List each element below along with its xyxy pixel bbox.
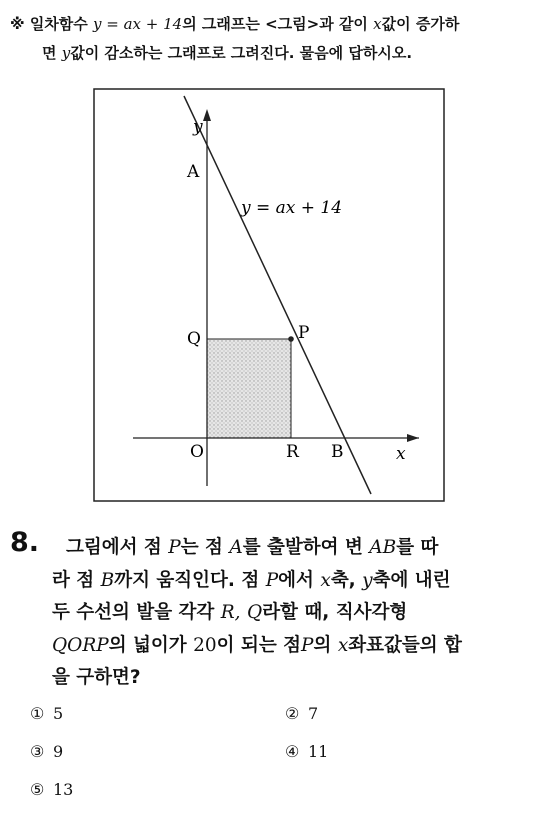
question-number: 8. — [10, 527, 40, 558]
intro-line-2: 면 y값이 감소하는 그래프로 그려진다. 물음에 답하시오. — [42, 44, 413, 62]
choice-5-value: 13 — [53, 780, 74, 799]
question-line-1: 그림에서 점 P는 점 A를 출발하여 변 AB를 따 — [66, 537, 439, 558]
label-B: B — [331, 442, 344, 462]
label-O: O — [190, 442, 204, 462]
choice-4-mark: ④ — [285, 742, 300, 761]
point-P-dot — [288, 336, 294, 342]
choice-3[interactable] — [30, 742, 63, 761]
label-x: x — [396, 444, 406, 464]
choice-4-value: 11 — [308, 742, 329, 761]
question-line-4: QORP의 넓이가 20이 되는 점P의 x좌표값들의 합 — [52, 634, 462, 656]
function-expression: y = ax + 14 — [93, 15, 183, 33]
choice-2-value: 7 — [308, 704, 319, 723]
label-A: A — [187, 162, 200, 182]
choice-5[interactable] — [30, 780, 73, 799]
graph-svg — [93, 88, 445, 502]
question-line-3: 두 수선의 발을 각각 R, Q라할 때, 직사각형 — [52, 602, 408, 623]
label-y: y — [193, 117, 203, 137]
choice-4[interactable] — [285, 742, 328, 761]
question-line-5: 을 구하면? — [52, 667, 141, 688]
intro-instructions — [10, 10, 550, 68]
graph-figure — [93, 88, 445, 502]
choice-2-mark: ② — [285, 704, 300, 723]
rectangle-QORP — [207, 339, 291, 438]
choice-3-value: 9 — [53, 742, 64, 761]
note-mark: ※ — [10, 15, 25, 33]
choice-1-value: 5 — [53, 704, 64, 723]
label-Q: Q — [187, 329, 201, 349]
question-text — [52, 532, 542, 695]
intro-line-1: ※ 일차함수 y = ax + 14의 그래프는 <그림>과 같이 x값이 증가하 — [10, 15, 460, 33]
choice-1[interactable] — [30, 704, 63, 723]
choice-2[interactable] — [285, 704, 318, 723]
choice-5-mark: ⑤ — [30, 780, 45, 799]
line-equation-label: y = ax + 14 — [241, 198, 343, 218]
label-P: P — [298, 323, 310, 343]
label-R: R — [286, 442, 299, 462]
question-line-2: 라 점 B까지 움직인다. 점 P에서 x축, y축에 내린 — [52, 569, 451, 591]
choice-1-mark: ① — [30, 704, 45, 723]
choice-3-mark: ③ — [30, 742, 45, 761]
figure-frame — [94, 89, 444, 501]
